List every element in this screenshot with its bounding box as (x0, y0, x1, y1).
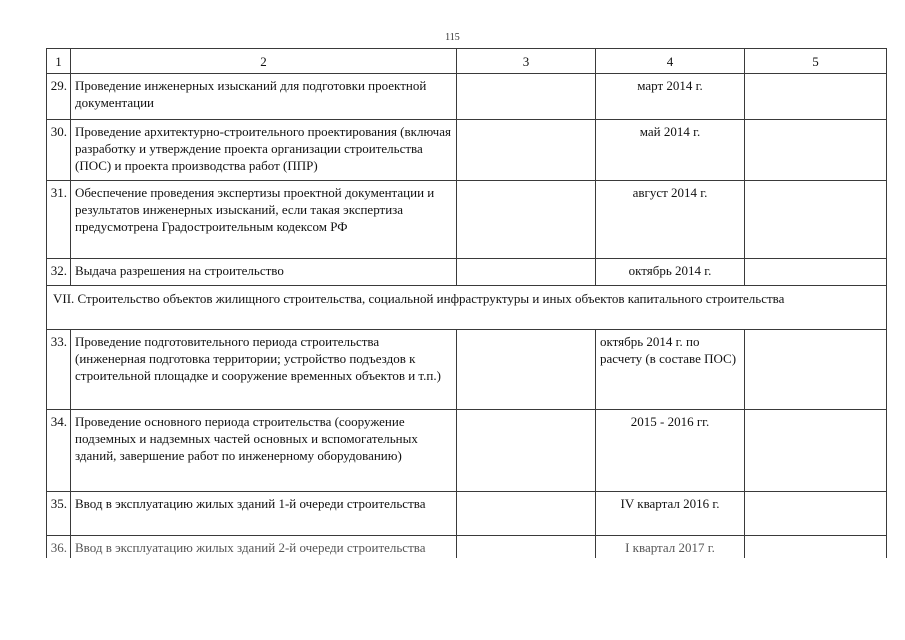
row-col3 (457, 410, 596, 492)
table-row (47, 410, 887, 492)
table-row (47, 120, 887, 181)
row-number: 32. (47, 259, 71, 286)
row-description: Ввод в эксплуатацию жилых зданий 2-й очереди строительства (71, 536, 457, 559)
row-col5 (745, 536, 887, 559)
row-number: 35. (47, 492, 71, 536)
table-row (47, 259, 887, 286)
row-number: 31. (47, 181, 71, 259)
row-col3 (457, 259, 596, 286)
row-date: октябрь 2014 г. по расчету (в составе ПОС) (596, 330, 745, 410)
row-col5 (745, 330, 887, 410)
row-date: I квартал 2017 г. (596, 536, 745, 559)
row-col3 (457, 120, 596, 181)
section-row (47, 286, 887, 330)
row-number: 36. (47, 536, 71, 559)
header-col-3: 3 (457, 49, 596, 74)
row-number: 30. (47, 120, 71, 181)
table-row (47, 536, 887, 559)
row-date: май 2014 г. (596, 120, 745, 181)
row-date: IV квартал 2016 г. (596, 492, 745, 536)
row-description: Проведение инженерных изысканий для подготовки проектной документации (71, 74, 457, 120)
schedule-table (46, 48, 887, 558)
table-row (47, 74, 887, 120)
row-description: Ввод в эксплуатацию жилых зданий 1-й очереди строительства (71, 492, 457, 536)
table-row (47, 181, 887, 259)
row-col5 (745, 74, 887, 120)
row-col5 (745, 120, 887, 181)
table-row (47, 330, 887, 410)
row-date: август 2014 г. (596, 181, 745, 259)
row-col5 (745, 410, 887, 492)
row-col3 (457, 181, 596, 259)
table-row (47, 492, 887, 536)
row-number: 29. (47, 74, 71, 120)
row-col3 (457, 74, 596, 120)
header-col-2: 2 (71, 49, 457, 74)
page-number: 115 (445, 32, 460, 43)
row-description: Проведение архитектурно-строительного проектирования (включая разработку и утверждение проекта организации строительства (ПОС) и проекта производства работ (ППР) (71, 120, 457, 181)
row-col3 (457, 536, 596, 559)
row-col5 (745, 181, 887, 259)
row-date: октябрь 2014 г. (596, 259, 745, 286)
row-col5 (745, 492, 887, 536)
row-description: Обеспечение проведения экспертизы проектной документации и результатов инженерных изысканий, если такая экспертиза предусмотрена Градостроительным кодексом РФ (71, 181, 457, 259)
row-date: март 2014 г. (596, 74, 745, 120)
table-header-row (47, 49, 887, 74)
header-col-1: 1 (47, 49, 71, 74)
row-date: 2015 - 2016 гг. (596, 410, 745, 492)
section-title: VII. Строительство объектов жилищного строительства, социальной инфраструктуры и иных объектов капитального строительства (47, 286, 887, 330)
header-col-4: 4 (596, 49, 745, 74)
row-number: 33. (47, 330, 71, 410)
row-col5 (745, 259, 887, 286)
header-col-5: 5 (745, 49, 887, 74)
row-description: Выдача разрешения на строительство (71, 259, 457, 286)
row-description: Проведение основного периода строительства (сооружение подземных и надземных частей основных и вспомогательных зданий, завершение работ по инженерному оборудованию) (71, 410, 457, 492)
row-col3 (457, 492, 596, 536)
row-number: 34. (47, 410, 71, 492)
row-description: Проведение подготовительного периода строительства (инженерная подготовка территории; устройство подъездов к строительной площадке и сооружение временных объектов и т.п.) (71, 330, 457, 410)
row-col3 (457, 330, 596, 410)
